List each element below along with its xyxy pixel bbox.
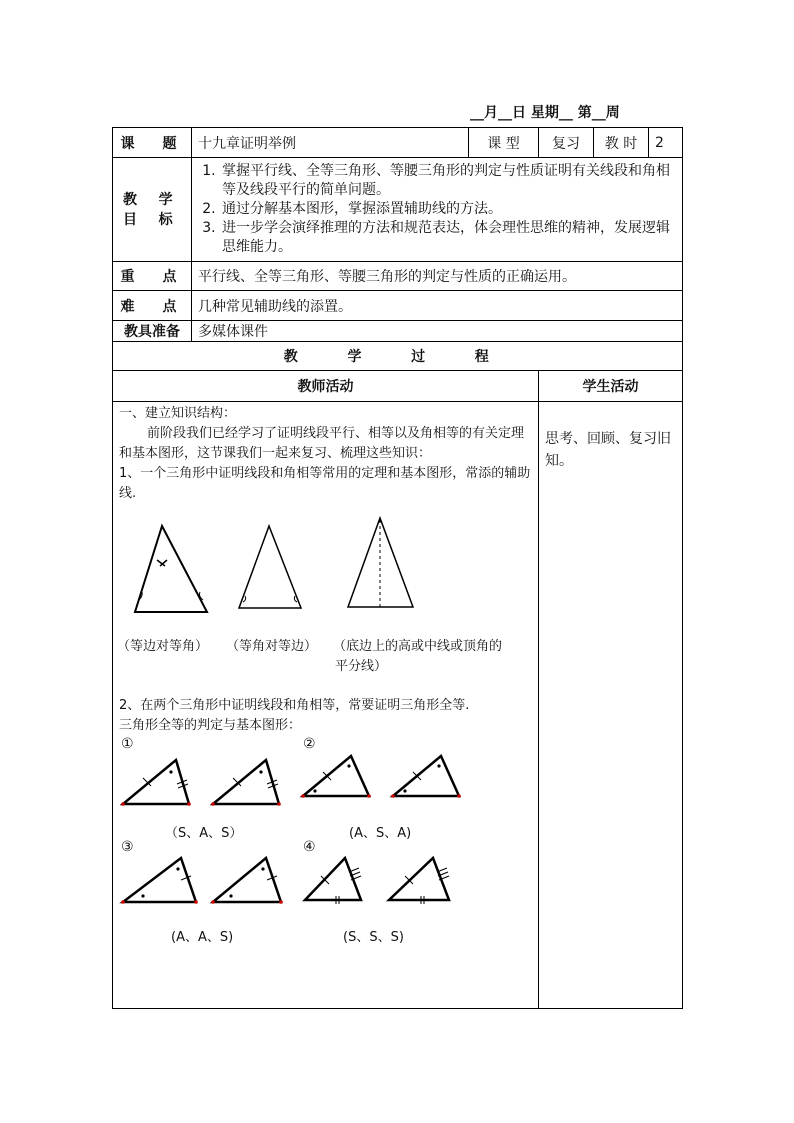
key-point-value: 平行线、全等三角形、等腰三角形的判定与性质的正确运用。	[192, 262, 683, 291]
goals-label-line1: 教 学	[122, 191, 182, 208]
item-2-text: 2、在两个三角形中证明线段和角相等，常要证明三角形全等.	[119, 698, 470, 713]
caption-altitude-line2: 平分线）	[335, 659, 388, 674]
topic-value: 十九章证明举例	[192, 128, 469, 158]
mark-4: ④	[303, 839, 316, 855]
difficulty-value: 几种常见辅助线的添置。	[192, 291, 683, 321]
congruence-figure-aas	[121, 854, 291, 914]
goal-item: 1. 掌握平行线、全等三角形、等腰三角形的判定与性质证明有关线段和角相等及线段平行的简单问题。	[220, 162, 678, 200]
criterion-asa: (A、S、A)	[349, 826, 412, 841]
mark-1: ①	[121, 736, 134, 752]
congruence-figure-asa	[301, 754, 471, 814]
item-2-subtext: 三角形全等的判定与基本图形：	[119, 718, 302, 733]
key-point-label: 重 点	[113, 262, 192, 291]
difficulty-label: 难 点	[113, 291, 192, 321]
date-line: __月__日 星期__ 第__周	[470, 105, 620, 121]
item-1-text: 1、一个三角形中证明线段和角相等常用的定理和基本图形，常添的辅助线.	[119, 466, 531, 501]
student-activity-cell: 思考、回顾、复习旧知。	[539, 402, 683, 1009]
section-heading: 一、建立知识结构：	[119, 406, 237, 421]
goals-cell	[192, 158, 683, 262]
criterion-sss: (S、S、S)	[343, 930, 404, 945]
goal-item: 3. 进一步学会演绎推理的方法和规范表达，体会理性思维的精神，发展逻辑思维能力。	[220, 219, 678, 257]
goals-label-line2: 目 标	[122, 211, 182, 228]
caption-equal-sides: （等边对等角）	[117, 639, 209, 654]
triangle-figure-equal-sides	[125, 522, 215, 617]
triangle-figure-equal-angles	[235, 522, 325, 617]
goals-label	[113, 158, 192, 262]
tools-label: 教具准备	[113, 321, 192, 342]
goals-list	[196, 162, 678, 257]
hours-label: 教 时	[594, 128, 649, 158]
process-title: 教 学 过 程	[113, 342, 683, 371]
goal-item: 2. 通过分解基本图形，掌握添置辅助线的方法。	[220, 200, 678, 219]
type-label: 课 型	[469, 128, 539, 158]
congruence-figure-sas	[121, 754, 291, 814]
tools-value: 多媒体课件	[192, 321, 683, 342]
caption-equal-angles: （等角对等边）	[226, 639, 318, 654]
section-intro: 前阶段我们已经学习了证明线段平行、相等以及角相等的有关定理和基本图形，这节课我们一起来复习、梳理这些知识：	[119, 426, 525, 461]
hours-value: 2	[649, 128, 683, 158]
mark-2: ②	[303, 736, 316, 752]
criterion-aas: (A、A、S)	[171, 930, 234, 945]
student-activity-header: 学生活动	[539, 371, 683, 402]
caption-altitude-line1: （底边上的高或中线或顶角的	[333, 639, 503, 654]
triangle-figure-altitude	[346, 514, 436, 614]
mark-3: ③	[121, 839, 134, 855]
teacher-activity-header: 教师活动	[113, 371, 539, 402]
teacher-activity-cell	[113, 402, 539, 1009]
type-value: 复习	[539, 128, 594, 158]
topic-label: 课 题	[113, 128, 192, 158]
criterion-sas: （S、A、S）	[165, 826, 243, 841]
congruence-figure-sss	[303, 854, 473, 914]
lesson-plan-table	[112, 127, 683, 1009]
